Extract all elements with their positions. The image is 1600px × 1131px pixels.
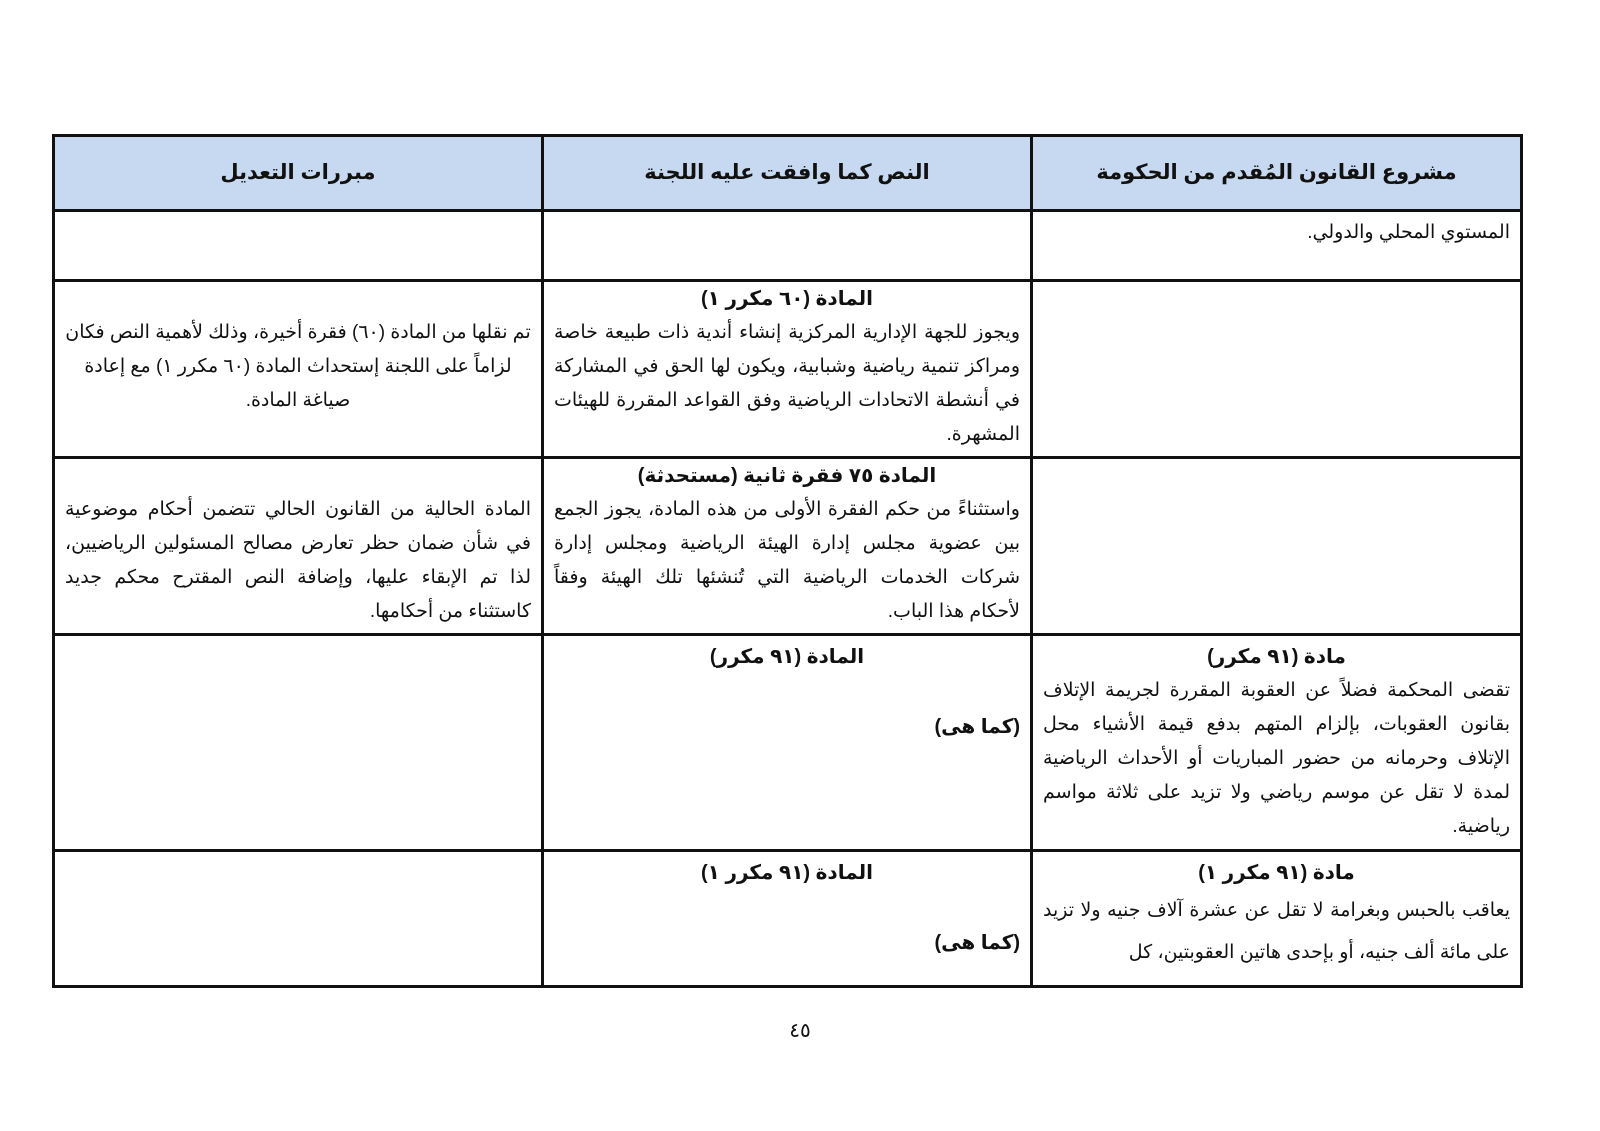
gov-cell bbox=[1032, 851, 1522, 987]
page-number: ٤٥ bbox=[789, 1020, 811, 1042]
comparison-table bbox=[52, 134, 1523, 988]
article-title: المادة ٧٥ فقرة ثانية (مستحدثة) bbox=[637, 465, 937, 487]
header-justification: مبررات التعديل bbox=[54, 136, 543, 211]
table-header-row bbox=[54, 136, 1522, 211]
justification-cell bbox=[54, 458, 543, 635]
gov-cell bbox=[1032, 458, 1522, 635]
article-title: مادة (٩١ مكرر ١) bbox=[1198, 862, 1355, 884]
committee-text: ويجوز للجهة الإدارية المركزية إنشاء أندية ذات طبيعة خاصة ومراكز تنمية رياضية وشبابية، ويكون لها الحق في المشاركة في أنشطة الاتحادات الرياضية وفق القواعد المقررة للهيئات المشهرة. bbox=[554, 322, 1020, 445]
article-title: المادة (٩١ مكرر ١) bbox=[701, 862, 873, 884]
justification-cell bbox=[54, 281, 543, 458]
article-title: مادة (٩١ مكرر) bbox=[1207, 646, 1346, 668]
as-is-label: (كما هى) bbox=[934, 932, 1020, 954]
committee-cell bbox=[543, 635, 1032, 851]
table-row bbox=[54, 281, 1522, 458]
article-title: المادة (٩١ مكرر) bbox=[709, 646, 865, 668]
table-row bbox=[54, 458, 1522, 635]
committee-text: واستثناءً من حكم الفقرة الأولى من هذه المادة، يجوز الجمع بين عضوية مجلس إدارة الهيئة الرياضية ومجلس إدارة شركات الخدمات الرياضية التي تُنشئها تلك الهيئة وفقاً لأحكام هذا الباب. bbox=[554, 499, 1020, 622]
justification-cell bbox=[54, 635, 543, 851]
gov-text: تقضى المحكمة فضلاً عن العقوبة المقررة لجريمة الإتلاف بقانون العقوبات، بإلزام المتهم بدفع قيمة الأشياء محل الإتلاف وحرمانه من حضور المباريات أو الأحداث الرياضية لمدة لا تقل عن موسم رياضي ولا تزيد على ثلاثة مواسم رياضية. bbox=[1043, 680, 1510, 837]
header-gov-draft: مشروع القانون المُقدم من الحكومة bbox=[1032, 136, 1522, 211]
justification-text: تم نقلها من المادة (٦٠) فقرة أخيرة، وذلك لأهمية النص فكان لزاماً على اللجنة إستحداث المادة (٦٠ مكرر ١) مع إعادة صياغة المادة. bbox=[65, 322, 531, 411]
justification-text: المادة الحالية من القانون الحالي تتضمن أحكام موضوعية في شأن ضمان حظر تعارض مصالح المسئولين الرياضيين، لذا تم الإبقاء عليها، وإضافة النص المقترح محكم جديد كاستثناء من أحكامها. bbox=[65, 499, 531, 622]
committee-cell bbox=[543, 211, 1032, 281]
committee-cell bbox=[543, 458, 1032, 635]
gov-cell bbox=[1032, 211, 1522, 281]
justification-cell bbox=[54, 211, 543, 281]
header-committee-text: النص كما وافقت عليه اللجنة bbox=[543, 136, 1032, 211]
committee-cell bbox=[543, 281, 1032, 458]
gov-text: المستوي المحلي والدولي. bbox=[1307, 222, 1510, 243]
table-row bbox=[54, 211, 1522, 281]
gov-cell bbox=[1032, 635, 1522, 851]
justification-cell bbox=[54, 851, 543, 987]
article-title: المادة (٦٠ مكرر ١) bbox=[701, 288, 873, 310]
gov-text: يعاقب بالحبس وبغرامة لا تقل عن عشرة آلاف جنيه ولا تزيد على مائة ألف جنيه، أو بإحدى هاتين العقوبتين، كل bbox=[1043, 900, 1510, 963]
table-row bbox=[54, 635, 1522, 851]
gov-cell bbox=[1032, 281, 1522, 458]
as-is-label: (كما هى) bbox=[934, 716, 1020, 738]
table-row bbox=[54, 851, 1522, 987]
committee-cell bbox=[543, 851, 1032, 987]
